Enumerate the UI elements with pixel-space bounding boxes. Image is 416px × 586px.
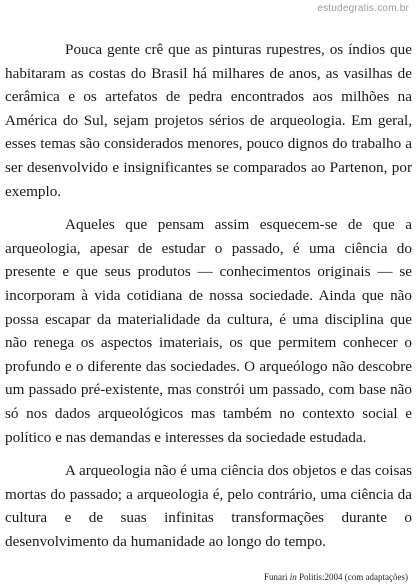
article-body	[5, 38, 412, 563]
source-in: in	[289, 572, 297, 582]
paragraph-2: Aqueles que pensam assim esquecem-se de que a arqueologia, apesar de estudar o passado, é uma ciência do presente e que seus produtos — conhecimentos originais — se incorporam à vida cotidiana de nossa sociedade. Ainda que não possa escapar da materialidade da cultura, é uma disciplina que não renega os aspectos imateriais, os que permitem conhecer o profundo e o diferente das sociedades. O arqueólogo não descobre um passado pré-existente, mas constrói um passado, com base não só nos dados arqueológicos mas também no contexto social e político e nas demandas e interesses da sociedade estudada.	[5, 216, 412, 446]
watermark: estudegratis.com.br	[317, 3, 409, 14]
source-citation	[264, 572, 408, 582]
paragraph-1: Pouca gente crê que as pinturas rupestres, os índios que habitaram as costas do Brasil há milhares de anos, as vasilhas de cerâmica e os artefatos de pedra encontrados aos milhões na América do Sul, sejam projetos sérios de arqueologia. Em geral, esses temas são considerados menores, pouco dignos do trabalho a ser desenvolvido e insignificantes se comparados ao Partenon, por exemplo.	[5, 41, 412, 200]
source-rest: Politis:2004 (com adaptações)	[299, 572, 408, 582]
source-author: Funari	[264, 572, 288, 582]
paragraph-3: A arqueologia não é uma ciência dos objetos e das coisas mortas do passado; a arqueologia é, pelo contrário, uma ciência da cultura e de suas infinitas transformações durante o desenvolvimento da humanidade ao longo do tempo.	[5, 462, 412, 550]
